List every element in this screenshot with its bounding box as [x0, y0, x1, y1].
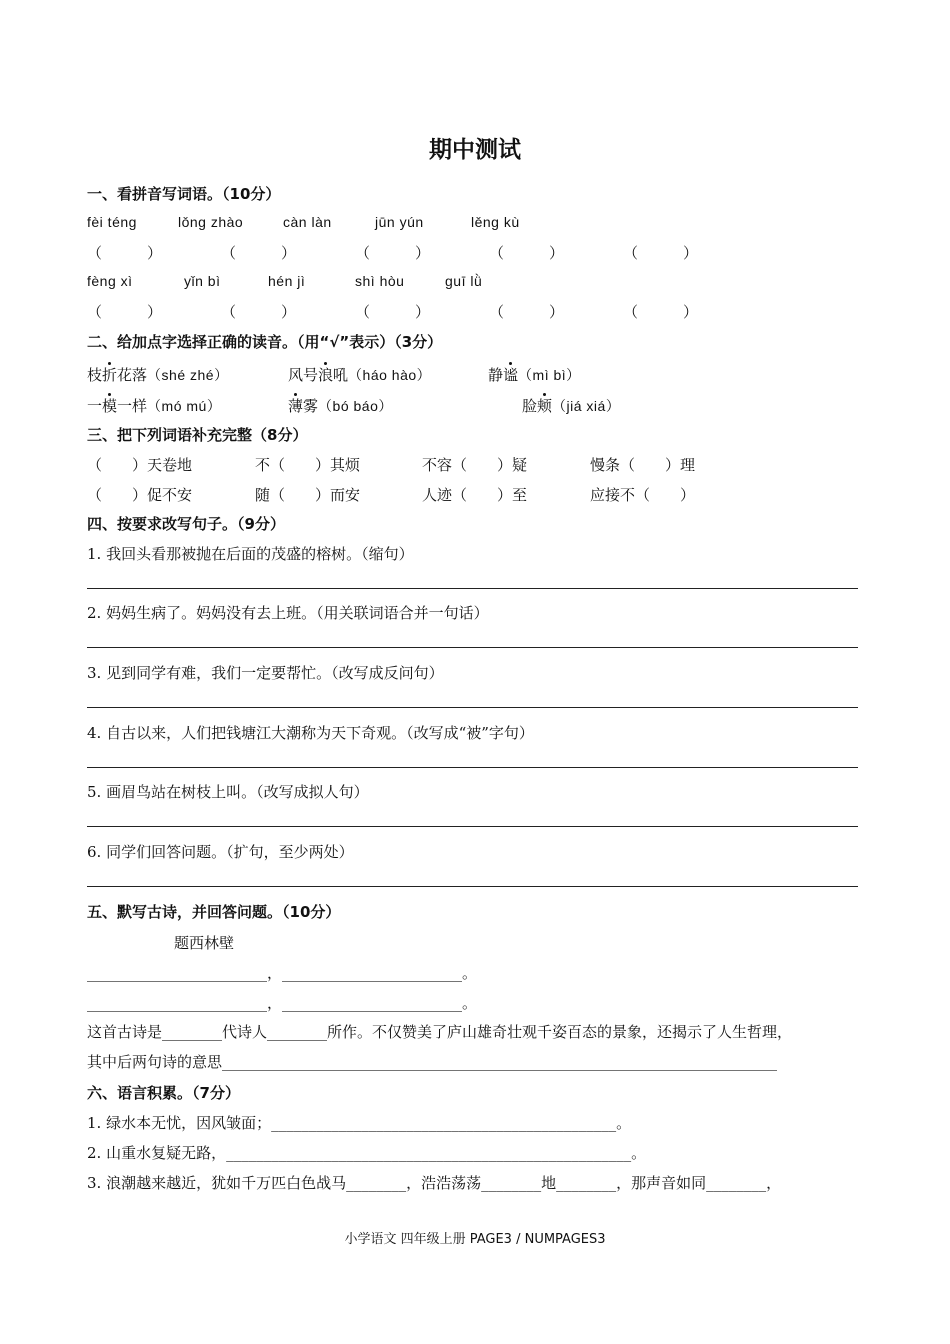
rewrite-question-2: 2. 妈妈生病了。妈妈没有去上班。（用关联词语合并一句话） — [87, 604, 489, 622]
idiom-fill[interactable]: 随（ ）而安 — [255, 486, 361, 504]
pinyin-4: jūn yún — [375, 214, 424, 230]
answer-line[interactable] — [87, 826, 858, 827]
section-3-heading: 三、把下列词语补充完整（8分） — [87, 426, 308, 444]
reading-options[interactable]: （bó báo） — [318, 398, 393, 414]
dotted-char: 浪 — [318, 366, 334, 384]
section-5-heading: 五、默写古诗，并回答问题。（10分） — [87, 903, 341, 921]
idiom-fill[interactable]: 慢条（ ）理 — [590, 456, 696, 474]
pinyin-9: shì hòu — [355, 273, 405, 289]
section-4-heading: 四、按要求改写句子。（9分） — [87, 515, 285, 533]
rewrite-question-6: 6. 同学们回答问题。（扩句，至少两处） — [87, 843, 354, 861]
pinyin-10: guī lǜ — [445, 273, 483, 289]
page-title: 期中测试 — [429, 137, 521, 163]
idiom-fill[interactable]: 不容（ ）疑 — [422, 456, 528, 474]
reading-item: 薄雾（bó báo） — [288, 397, 393, 415]
rewrite-question-4: 4. 自古以来，人们把钱塘江大潮称为天下奇观。（改写成“被”字句） — [87, 724, 534, 742]
reading-item: 脸颊（jiá xiá） — [522, 397, 621, 415]
answer-blank[interactable]: （ ） — [87, 244, 163, 262]
accumulation-item-3[interactable]: 3. 浪潮越来越近，犹如千万匹白色战马________，浩浩荡荡________地________，那声音如同________， — [87, 1174, 782, 1192]
pinyin-1: fèi téng — [87, 214, 137, 230]
pinyin-3: càn làn — [283, 214, 332, 230]
pinyin-7: yǐn bì — [184, 273, 221, 289]
rewrite-question-3: 3. 见到同学有难，我们一定要帮忙。（改写成反问句） — [87, 664, 444, 682]
pinyin-5: lěng kù — [471, 214, 520, 230]
answer-line[interactable] — [87, 886, 858, 887]
poem-line-blank[interactable]: ________________________，________________________。 — [87, 994, 478, 1012]
reading-options[interactable]: （shé zhé） — [147, 367, 229, 383]
idiom-fill[interactable]: （ ）促不安 — [87, 486, 193, 504]
answer-blank[interactable]: （ ） — [623, 303, 699, 321]
reading-options[interactable]: （háo hào） — [348, 367, 432, 383]
poem-line-blank[interactable]: ________________________，________________________。 — [87, 964, 478, 982]
section-1-heading: 一、看拼音写词语。（10分） — [87, 185, 281, 203]
reading-item: 风号浪吼（háo hào） — [288, 366, 432, 384]
pinyin-6: fèng xì — [87, 273, 133, 289]
rewrite-question-1: 1. 我回头看那被抛在后面的茂盛的榕树。（缩句） — [87, 545, 414, 563]
section-2-heading: 二、给加点字选择正确的读音。（用“√”表示）（3分） — [87, 333, 443, 351]
dotted-char: 谧 — [503, 366, 519, 384]
answer-line[interactable] — [87, 707, 858, 708]
accumulation-item-1[interactable]: 1. 绿水本无忧，因风皱面；______________________________________________。 — [87, 1114, 632, 1132]
poem-question: 这首古诗是________代诗人________所作。不仅赞美了庐山雄奇壮观千姿百态的景象，还揭示了人生哲理， — [87, 1023, 793, 1041]
dotted-char: 折 — [102, 366, 118, 384]
answer-line[interactable] — [87, 767, 858, 768]
answer-blank[interactable]: （ ） — [221, 244, 297, 262]
reading-options[interactable]: （mì bì） — [518, 367, 581, 383]
answer-blank[interactable]: （ ） — [355, 244, 431, 262]
pinyin-2: lǒng zhào — [178, 214, 244, 230]
idiom-fill[interactable]: 应接不（ ） — [590, 486, 696, 504]
idiom-fill[interactable]: 不（ ）其烦 — [255, 456, 361, 474]
page-footer: 小学语文 四年级上册 PAGE3 / NUMPAGES3 — [344, 1232, 606, 1247]
idiom-fill[interactable]: 人迹（ ）至 — [422, 486, 528, 504]
poem-title: 题西林壁 — [174, 934, 235, 952]
reading-item: 枝折花落（shé zhé） — [87, 366, 229, 384]
poem-question-continued: 其中后两句诗的意思__________________________________________________________________________ — [87, 1053, 778, 1071]
idiom-fill[interactable]: （ ）天卷地 — [87, 456, 193, 474]
answer-line[interactable] — [87, 647, 858, 648]
reading-options[interactable]: （jiá xiá） — [552, 398, 621, 414]
answer-blank[interactable]: （ ） — [355, 303, 431, 321]
reading-options[interactable]: （mó mú） — [147, 398, 222, 414]
answer-line[interactable] — [87, 588, 858, 589]
answer-blank[interactable]: （ ） — [489, 244, 565, 262]
answer-blank[interactable]: （ ） — [221, 303, 297, 321]
reading-item: 一模一样（mó mú） — [87, 397, 222, 415]
dotted-char: 薄 — [288, 397, 304, 415]
answer-blank[interactable]: （ ） — [87, 303, 163, 321]
reading-item: 静谧（mì bì） — [488, 366, 581, 384]
dotted-char: 颊 — [537, 397, 553, 415]
pinyin-8: hén jì — [268, 273, 306, 289]
rewrite-question-5: 5. 画眉鸟站在树枝上叫。（改写成拟人句） — [87, 783, 369, 801]
dotted-char: 模 — [102, 397, 118, 415]
answer-blank[interactable]: （ ） — [489, 303, 565, 321]
answer-blank[interactable]: （ ） — [623, 244, 699, 262]
section-6-heading: 六、语言积累。（7分） — [87, 1084, 240, 1102]
accumulation-item-2[interactable]: 2. 山重水复疑无路，______________________________________________________。 — [87, 1144, 647, 1162]
